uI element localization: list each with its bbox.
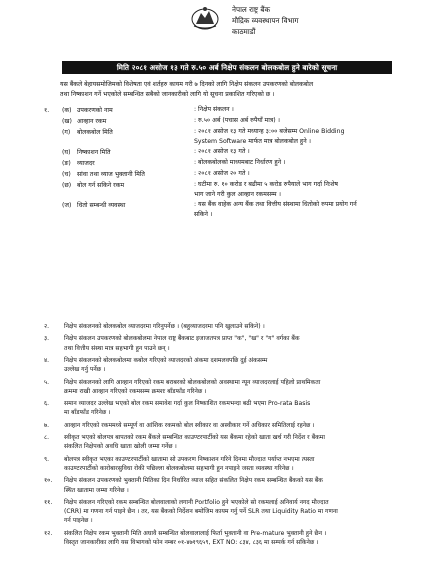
detail-value-line: : यस बैंक वाहेक अन्य बैंक तथा वित्तीय संस्थामा धितोको रुपमा प्रयोग गर्न (194, 201, 357, 208)
notice-point (44, 498, 416, 526)
point-number: ४. (44, 356, 50, 364)
detail-row (44, 180, 414, 200)
point-line: बोलपत्र स्वीकृत भएका काउण्टरपार्टीको खातामा सो उपकरण निष्काशन गरिने दिनमा मौज्दात पर्याप्त नभएमा त्यस्ता (64, 455, 315, 463)
org-header (232, 4, 299, 37)
intro-line: तथा निष्काशन गर्ने भएकोले सम्बन्धित सबैको जानकारीको लागि यो सूचना प्रकाशित गरिएको छ । (60, 90, 275, 98)
point-number: १०. (44, 477, 53, 485)
point-line: विस्तृत जानकारीका लागि यस विभागको फोन नम्बर ०१-४७१९६५९, EXT NO: ८३४, ८३६ मा सम्पर्क गर्न सकिनेछ । (64, 538, 319, 546)
point-number: ५. (44, 378, 50, 386)
detail-value (194, 169, 414, 179)
detail-sub-label: (ज) (62, 202, 72, 209)
notice-points (44, 322, 416, 550)
notice-point (44, 399, 416, 417)
notice-point (44, 476, 416, 494)
notice-point (44, 433, 416, 451)
detail-row (44, 158, 414, 169)
point-line: स्वीकृत भएको बोलपत्र बापतको रकम बैंकले सम्बन्धित काउण्टरपार्टीको यस बैंकमा रहेको खाता खर्च गरी निर्देश र बैंकमा (64, 434, 325, 442)
detail-value (194, 158, 414, 168)
detail-value-line: : घटीमा रु. १० करोड र बढीमा ५ करोड रुपैयाले भाग गर्दा निःशेष (194, 181, 339, 188)
detail-label: व्याजदर (77, 160, 95, 167)
detail-value-line: : निक्षेप संकलन । (194, 106, 234, 113)
detail-value-line: : रु.५० अर्ब (पचास अर्ब रुपैयाँ मात्र) । (194, 117, 281, 124)
point-line: उल्लेख गर्नु पर्नेछ । (64, 366, 106, 374)
detail-label: धितो सम्बन्धी व्यवस्था (77, 202, 126, 209)
detail-row (44, 147, 414, 158)
detail-sub-label: (ख) (62, 118, 72, 125)
detail-label: उपकरणको नाम (77, 107, 113, 114)
point-number: २. (44, 323, 50, 330)
point-line: तथा वित्तीय संस्था मात्र सहभागी हुन पाउने छन् । (64, 344, 170, 352)
detail-value (194, 127, 414, 147)
point-line: निक्षेप संकलनको बोलकबोल व्याजदरमा गरिनुपर्नेछ । (बहुव्याजदरमा पनि खुलाउने सकिने) । (64, 323, 265, 330)
notice-point (44, 378, 416, 396)
detail-sub-label: (छ) (62, 182, 72, 189)
point-line: काउण्टरपार्टीको कारोबारसुविधा रोकी पछिल्ला बोलकबोलमा सहभागी हुन नपाइने जस्ता व्यवस्था गरिनेछ । (64, 464, 294, 472)
point-number: ७. (44, 421, 50, 429)
detail-row (44, 127, 414, 147)
office-location: काठमाडौं (232, 27, 256, 36)
detail-value-line: : २०८१ असोज १३ गते मध्यान्ह ३:०० बजेसम्म Online Bidding (194, 128, 345, 135)
detail-value (194, 116, 414, 126)
point-number: ११. (44, 498, 53, 506)
detail-value-line: System Software मार्फत मात्र बोलकबोल हुने । (194, 138, 311, 145)
notice-point (44, 421, 416, 430)
point-line: (CRR) मा गणना गर्न पाइने छैन । तर, यस बैंकको निर्देशन बमोजिम कायम गर्नु पर्ने SLR तथा Liquidity Ratio मा गणना (64, 508, 338, 516)
detail-value-line: : २०८१ असोज १३ गते । (194, 148, 250, 155)
notice-point (44, 529, 416, 547)
point-line: गर्न पाइनेछ । (64, 517, 93, 525)
notice-point (44, 322, 416, 331)
detail-row (44, 116, 414, 127)
point-line: निक्षेप संकलन उपकरणको बोलकबोलमा नेपाल राष्ट्र बैंकबाट इजाजतपत्र प्राप्त "क", "ख" र "ग" वर्गका बैंक (64, 335, 300, 343)
item-number: १. (44, 107, 50, 114)
nepal-rastra-bank-logo (190, 4, 220, 30)
detail-value (194, 200, 414, 220)
detail-value (194, 147, 414, 157)
detail-sub-label: (घ) (62, 149, 71, 156)
point-line: संकलित निक्षेपको अवधि खाता खोली जम्मा गर्नेछ । (64, 443, 177, 451)
item-1-details (44, 105, 414, 220)
notice-point (44, 455, 416, 473)
point-line: समान व्याजदर उल्लेख भएको बोल रकम समावेश गर्दा कुल निष्काशित रकमभन्दा बढी भएमा Pro-rata Basis (64, 400, 311, 408)
detail-value (194, 180, 414, 200)
point-line: निक्षेप संकलन उपकरणको भुक्तानी मितिका दिन निर्धारित व्याज सहित संकलित निक्षेप रकम सम्बन्धित बैंकको यस बैंक (64, 477, 323, 485)
detail-value-line: : २०८१ असोज २० गते । (194, 170, 250, 177)
intro-paragraph (60, 80, 400, 99)
detail-label: बोलकबोल मिति (77, 129, 113, 136)
detail-row (44, 200, 414, 220)
detail-sub-label: (च) (62, 171, 71, 178)
detail-value-line: भाग जाने गरी कुल आव्हान रकमसम्म । (194, 191, 281, 198)
detail-row (44, 169, 414, 180)
point-number: ३. (44, 335, 50, 343)
detail-row (44, 105, 414, 116)
org-name: नेपाल राष्ट्र बैंक (232, 5, 270, 14)
detail-sub-label: (क) (62, 107, 72, 114)
detail-sub-label: (ग) (62, 129, 71, 136)
detail-label: बोल गर्न सकिने रकम (77, 182, 125, 189)
point-number: ८. (44, 434, 50, 442)
department-name: मौद्रिक व्यवस्थापन विभाग (232, 16, 299, 25)
point-line: निक्षेप संकलनको लागि आव्हान गरिएको रकम बराबरको बोलकबोलको अवस्थामा न्यून व्याजदरलाई पहिलो प्राथमिकता (64, 378, 321, 386)
point-number: ६. (44, 400, 50, 408)
point-line: निक्षेप संकलन गरिएको रकम सम्बन्धित बोलवालाको लगानी Portfolio हुने भएकोले सो रकमलाई अनिवार्य नगद मौज्दात (64, 498, 329, 506)
point-line: निक्षेप संकलनको बोलकबोलमा कबोल गरिएको व्याजदरको अंकमा दशमलवपछि दुई अंकसम्म (64, 356, 268, 364)
point-line: मा बाँडफाँड गरिनेछ । (64, 409, 111, 417)
detail-label: आव्हान रकम (77, 118, 107, 125)
point-line: आव्हान गरिएको रकममध्ये सम्पूर्ण वा आंशिक रकमको बोल स्वीकार वा अस्वीकार गर्ने अधिकार समितिलाई रहनेछ । (64, 421, 315, 429)
intro-line: यस बैंकले बेहायसमोजिमको विशेषता एवं शर्तहरु कायम गरी ७ दिनको लागि निक्षेप संकलन उपकरणको बोलकबोल (60, 81, 314, 88)
point-number: ९. (44, 455, 50, 463)
detail-value (194, 105, 414, 115)
detail-label: निष्काशन मिति (77, 149, 111, 156)
notice-title: मिति २०८१ असोज १३ गते रु.५० अर्ब निक्षेप संकलन बोलकबोल हुने बारेको सूचना (62, 61, 392, 74)
detail-sub-label: (ङ) (62, 160, 71, 167)
point-number: १२. (44, 529, 53, 537)
point-line: क्रममा राखी आव्हान गरिएको रकमसम्म क्रमशः बाँडफाँड गरिनेछ । (64, 387, 207, 395)
notice-point (44, 356, 416, 374)
detail-value-line: : बोलकबोलको माध्यमबाट निर्धारण हुने । (194, 159, 286, 166)
point-line: संकलित निक्षेप रकम भुक्तानी मिति अघावै सम्बन्धित बोलवालालाई फिर्ता भुक्तानी वा Pre-mature भुक्तानी हुने छैन । (64, 529, 327, 537)
detail-value-line: सकिने । (194, 211, 213, 218)
point-line: स्थित खातामा जम्मा गरिनेछ । (64, 486, 129, 494)
notice-point (44, 334, 416, 352)
detail-label: सांवा तथा व्याज भुक्तानी मिति (77, 171, 145, 178)
